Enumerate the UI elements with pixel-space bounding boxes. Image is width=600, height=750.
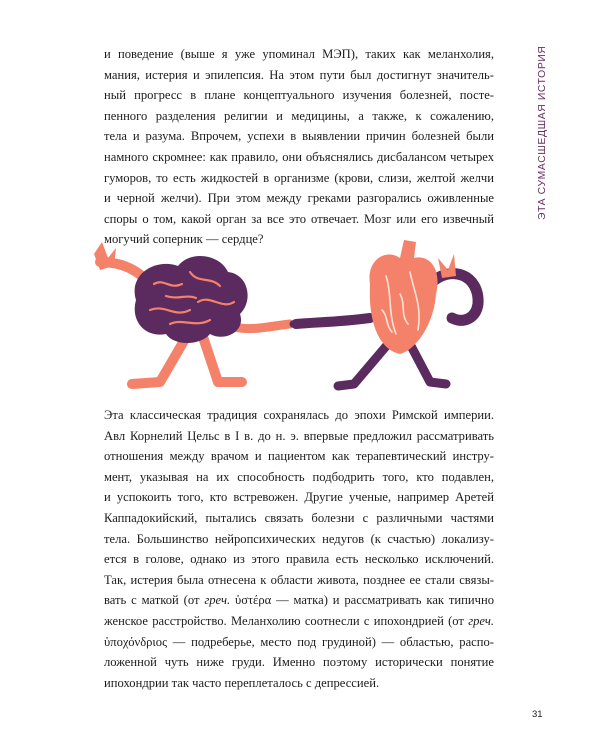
text-line: ложенной чуть ниже груди. Именно поэтому исторически понятие <box>104 655 494 670</box>
text-segment: вать с маткой (от <box>104 593 205 608</box>
abbrev-greek: греч. <box>204 593 231 608</box>
heart-leg-left <box>338 344 388 386</box>
text-line: ный прогресс в плане концептуального изучения болезней, посте- <box>104 88 494 103</box>
running-head-text: ЭТА СУМАСШЕДШАЯ ИСТОРИЯ <box>537 45 548 220</box>
text-line: Каппадокийский, пытались связать болезни с различными частями <box>104 510 494 525</box>
fingertip-contact <box>290 321 297 328</box>
text-line: ὑποχόνδριος — подреберье, место под грудиной) — областью, распо- <box>104 634 494 649</box>
abbrev-greek: греч. <box>468 613 494 628</box>
text-line <box>104 611 494 632</box>
running-head <box>537 30 553 220</box>
text-line: гуморов, то есть жидкостей в организме (крови, слизи, желтой желчи <box>104 170 494 185</box>
text-line: отношения между врачом и пациентом как терапевтический инстру- <box>104 449 494 464</box>
brain-vs-heart-illustration <box>70 214 490 396</box>
text-line: ипохондрии так часто переплеталось с депрессией. <box>104 675 380 690</box>
text-line <box>104 590 494 611</box>
heart-leg-right <box>410 344 446 384</box>
text-line: споры о том, какой орган за все это отвечает. Мозг или его извечный <box>104 211 494 226</box>
text-line: тела. Большинство нейропсихических недугов (к счастью) локализу- <box>104 531 494 546</box>
text-line: пенного разделения религии и медицины, а также, к сожалению, <box>104 108 494 123</box>
heart-figure <box>369 240 437 354</box>
brain-leg-right <box>202 334 242 382</box>
heart-pointing-arm <box>296 318 370 324</box>
text-line: Авл Корнелий Цельс в I в. до н. э. впервые предложил рассматривать <box>104 428 494 443</box>
text-line: тела и разума. Впрочем, успехи в выявлении причин болезней были <box>104 129 494 144</box>
text-line: и успокоить того, кто встревожен. Другие ученые, например Аретей <box>104 490 494 505</box>
bottom-paragraph <box>104 405 494 693</box>
brain-figure <box>135 256 248 343</box>
text-segment: женское расстройство. Меланхолию соотнесли с ипохондрией (от <box>104 613 469 628</box>
text-line: мент, указывая на их способность подбодрить того, кто подавлен, <box>104 469 494 484</box>
text-line: могучий соперник — сердце? <box>104 232 264 247</box>
text-line: мания, истерия и эпилепсия. На этом пути был достигнут значитель- <box>104 67 494 82</box>
text-line: Так, истерия была отнесена к области живота, позднее ее стали связы- <box>104 572 494 587</box>
page-number: 31 <box>532 709 543 720</box>
text-line: и черной желчи). При этом между греками разгорались оживленные <box>104 191 494 206</box>
text-line: намного скромнее: как правило, они объяснялись дисбалансом четырех <box>104 149 494 164</box>
text-segment: ὑστέρα — матка) и рассматривать как типично <box>230 593 494 608</box>
text-line: ется в голове, однако из этого правила есть несколько исключений. <box>104 552 494 567</box>
text-line: Эта классическая традиция сохранялась до эпохи Римской империи. <box>104 408 494 422</box>
text-line: и поведение (выше я уже упоминал МЭП), таких как меланхолия, <box>104 47 494 61</box>
